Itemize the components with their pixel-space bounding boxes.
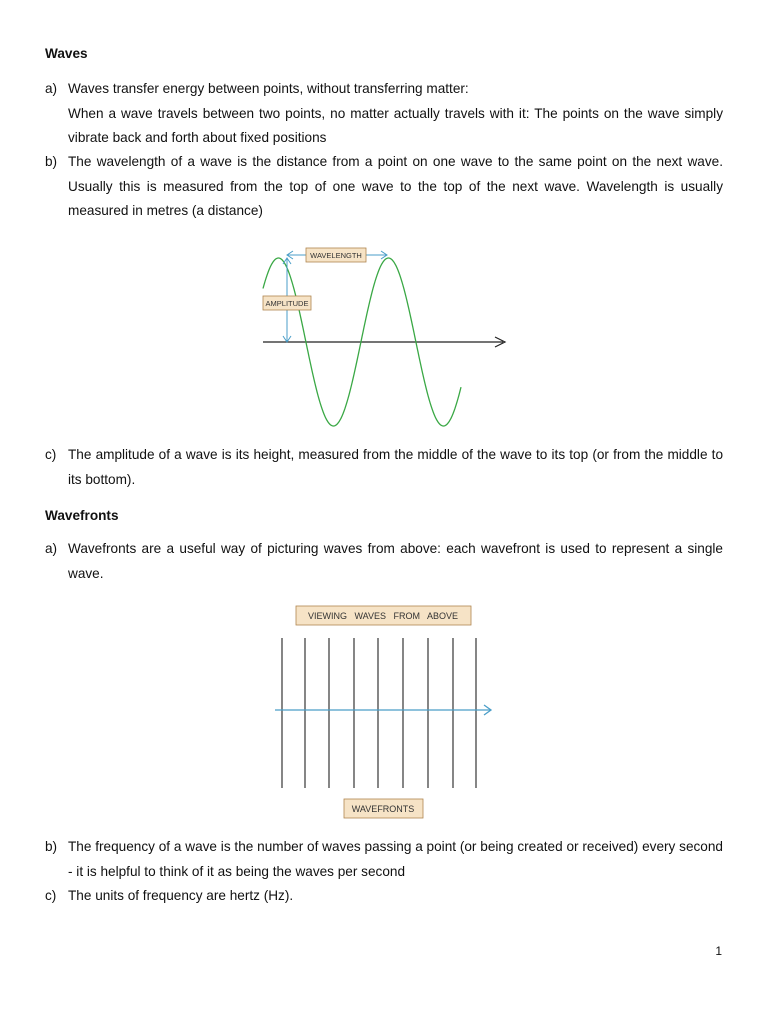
wavefronts-diagram	[270, 600, 500, 825]
list-item	[45, 835, 723, 884]
item-label: c)	[45, 888, 57, 903]
list-item	[45, 150, 723, 224]
item-label: c)	[45, 447, 57, 462]
list-item	[45, 884, 723, 909]
item-text: The wavelength of a wave is the distance from a point on one wave to the same point on the next wave. Usually this is measured from the top of one wave to the top of the next wave. Wavelength is usually measured in metres (a distance)	[68, 154, 723, 218]
page-number: 1	[715, 944, 722, 958]
item-text: The frequency of a wave is the number of waves passing a point (or being created or received) every second - it is helpful to think of it as being the waves per second	[68, 839, 723, 879]
heading-waves: Waves	[45, 46, 88, 61]
item-text: The units of frequency are hertz (Hz).	[68, 888, 294, 903]
item-text: Wavefronts are a useful way of picturing waves from above: each wavefront is used to represent a single wave.	[68, 541, 723, 581]
item-text: The amplitude of a wave is its height, measured from the middle of the wave to its top (or from the middle to its bottom).	[68, 447, 723, 487]
amplitude-label: AMPLITUDE	[265, 299, 309, 308]
top-label: VIEWING WAVES FROM ABOVE	[307, 611, 459, 621]
item-label: a)	[45, 541, 58, 556]
bottom-label: WAVEFRONTS	[351, 804, 415, 814]
wavefront-lines	[282, 638, 476, 788]
heading-wavefronts: Wavefronts	[45, 508, 119, 523]
item-text: When a wave travels between two points, no matter actually travels with it: The points on the wave simply vibrate back and forth about fixed positions	[68, 105, 723, 145]
list-item	[45, 77, 723, 151]
list-item	[45, 537, 723, 586]
item-label: b)	[45, 154, 58, 169]
item-text: Waves transfer energy between points, without transferring matter:	[68, 81, 469, 96]
item-label: a)	[45, 81, 58, 96]
list-item	[45, 443, 723, 492]
wave-diagram	[255, 240, 515, 435]
item-label: b)	[45, 839, 58, 854]
wavelength-label: WAVELENGTH	[310, 251, 362, 260]
